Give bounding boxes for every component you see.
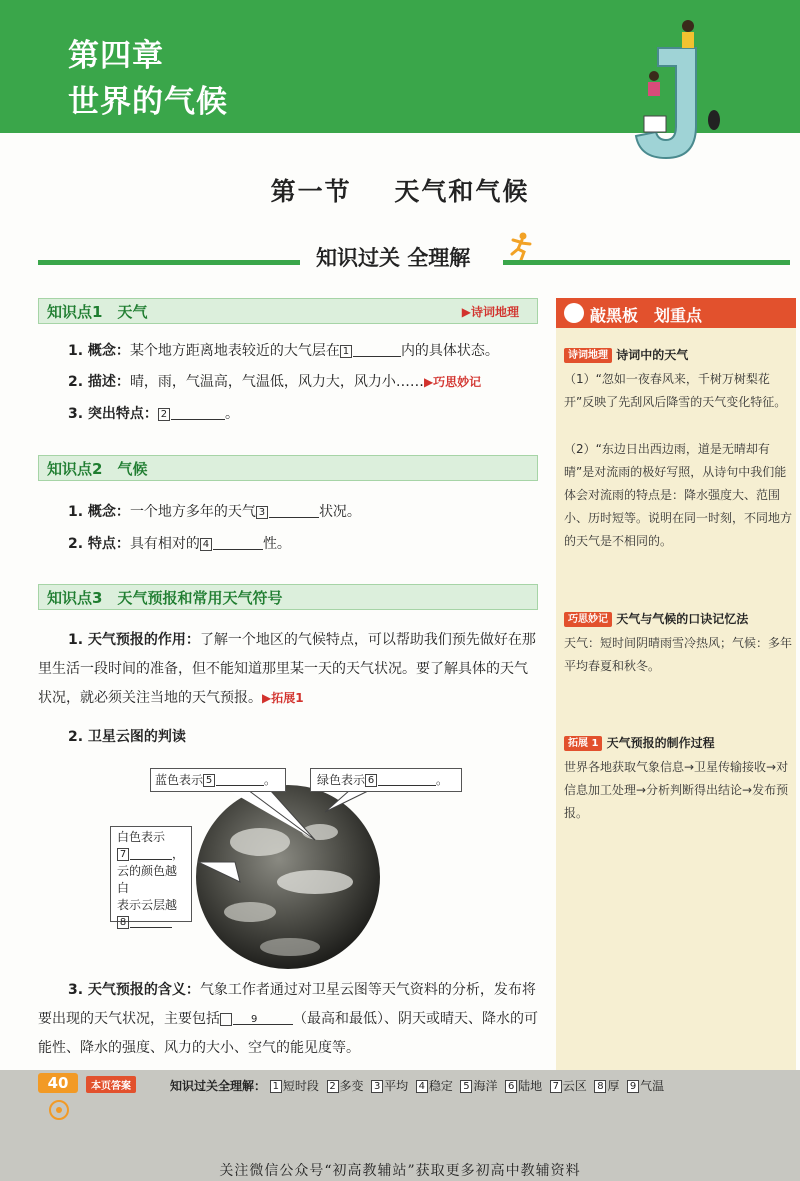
sidebar-block2-title: 巧思妙记 天气与气候的口诀记忆法 bbox=[564, 610, 748, 627]
sidebar-block1-title: 诗词地理 诗词中的天气 bbox=[564, 346, 688, 363]
callout-blue: 蓝色表示 5 。 bbox=[150, 768, 286, 792]
callout-white: 白色表示 7 ， 云的颜色越白 表示云层越 8 bbox=[110, 826, 192, 922]
section-title bbox=[0, 172, 800, 208]
kp1-item-2-ref[interactable]: ▶巧思妙记 bbox=[423, 375, 482, 389]
answer-item: 1 短时段 bbox=[270, 1079, 319, 1093]
blank-number: 1 bbox=[340, 345, 352, 358]
sidebar-key-points bbox=[556, 298, 796, 1070]
answers-line: 知识过关全理解： 1 短时段 2 多变 3 平均 4 稳定 5 海洋 6 陆地 7 云区 8 厚 9 气温 bbox=[170, 1079, 665, 1093]
answers-tag: 本页答案 bbox=[86, 1076, 136, 1093]
callout-green: 绿色表示 6 。 bbox=[310, 768, 462, 792]
kp1-item-1: 1. 概念：某个地方距离地表较近的大气层在 1 内的具体状态。 bbox=[68, 343, 499, 359]
page-number: 40 bbox=[38, 1073, 78, 1093]
blank-number: 9 bbox=[220, 1013, 232, 1026]
kp1-header bbox=[38, 298, 538, 324]
kp1-tag[interactable]: ▶诗词地理 bbox=[461, 305, 519, 319]
sidebar-block3-tag: 拓展 1 bbox=[564, 736, 602, 751]
answer-item: 8 厚 bbox=[594, 1079, 619, 1093]
sidebar-block2-tag: 巧思妙记 bbox=[564, 612, 612, 627]
answer-item: 7 云区 bbox=[550, 1079, 587, 1093]
kp3-label: 知识点3 天气预报和常用天气符号 bbox=[47, 589, 283, 607]
satellite-cloud-diagram bbox=[110, 762, 470, 972]
answer-blank[interactable] bbox=[130, 859, 172, 860]
sidebar-block1-p2: （2）“东边日出西边雨，道是无晴却有晴”是对流雨的极好写照，从诗句中我们能体会对流雨的特点是：降水强度大、范围小、历时短等。说明在同一时刻，不同地方的天气是不相同的。 bbox=[564, 442, 793, 548]
answer-blank[interactable] bbox=[233, 1024, 293, 1025]
section-name: 天气和气候 bbox=[394, 177, 530, 206]
kp2-item-2: 2. 特点：具有相对的 4 性。 bbox=[68, 536, 291, 552]
letter-j-illustration-icon bbox=[618, 8, 728, 163]
sidebar-block1-p1: （1）“忽如一夜春风来，千树万树梨花开”反映了先刮风后降雪的天气变化特征。 bbox=[564, 372, 787, 409]
answer-blank[interactable] bbox=[269, 517, 319, 518]
blank-number: 7 bbox=[117, 848, 129, 861]
answer-item: 6 陆地 bbox=[505, 1079, 542, 1093]
sidebar-block3-p1: 世界各地获取气象信息→卫星传输接收→对信息加工处理→分析判断得出结论→发布预报。 bbox=[564, 760, 789, 820]
kp3-subheading-satellite: 2. 卫星云图的判读 bbox=[68, 729, 186, 745]
blank-number: 8 bbox=[117, 916, 129, 929]
banner-text: 知识过关 全理解 bbox=[316, 246, 471, 270]
sidebar-header: 敲黑板 划重点 bbox=[556, 298, 796, 328]
answer-blank[interactable] bbox=[171, 419, 225, 420]
knowledge-banner bbox=[38, 228, 790, 272]
kp1-item-3: 3. 突出特点： 2 。 bbox=[68, 406, 239, 422]
kp3-paragraph-3: 3. 天气预报的含义：气象工作者通过对卫星云图等天气资料的分析，发布将要出现的天气状况，主要包括 9 （最高和最低）、阴天或晴天、降水的可能性、降水的强度、风力的大小、空气的能见度等。 bbox=[38, 982, 538, 1056]
sidebar-block1-tag: 诗词地理 bbox=[564, 348, 612, 363]
answer-item: 2 多变 bbox=[327, 1079, 364, 1093]
footer-note: 关注微信公众号“初高教辅站”获取更多初高中教辅资料 bbox=[219, 1163, 581, 1179]
answer-item: 5 海洋 bbox=[460, 1079, 497, 1093]
kp1-item-2: 2. 描述：晴，雨，气温高，气温低，风力大，风力小……▶巧思妙记 bbox=[68, 374, 482, 390]
blank-number: 4 bbox=[200, 538, 212, 551]
answer-item: 4 稳定 bbox=[416, 1079, 453, 1093]
answer-blank[interactable] bbox=[130, 927, 172, 928]
section-number: 第一节 bbox=[270, 177, 352, 206]
banner-line-left bbox=[38, 260, 300, 265]
runner-icon bbox=[508, 232, 534, 262]
answer-item: 3 平均 bbox=[371, 1079, 408, 1093]
chapter-title: 世界的气候 bbox=[68, 84, 228, 120]
kp3-paragraph-1: 1. 天气预报的作用：了解一个地区的气候特点，可以帮助我们预先做好在那里生活一段时间的准备，但不能知道那里某一天的天气状况。要了解具体的天气状况，就必须关注当地的天气预报。▶拓展1 bbox=[38, 632, 536, 706]
kp3-header bbox=[38, 584, 538, 610]
blank-number: 3 bbox=[256, 506, 268, 519]
kp2-header bbox=[38, 455, 538, 481]
sidebar-block2-p1: 天气：短时间阴晴雨雪冷热风；气候：多年平均春夏和秋冬。 bbox=[564, 636, 793, 673]
sidebar-block3-title: 拓展 1 天气预报的制作过程 bbox=[564, 734, 715, 751]
kp1-label: 知识点1 天气 bbox=[47, 303, 148, 321]
answer-blank[interactable] bbox=[378, 785, 436, 786]
blank-number: 5 bbox=[203, 774, 215, 787]
answer-blank[interactable] bbox=[353, 356, 401, 357]
banner-line-right bbox=[503, 260, 790, 265]
kp2-item-1: 1. 概念：一个地方多年的天气 3 状况。 bbox=[68, 504, 361, 520]
blank-number: 6 bbox=[365, 774, 377, 787]
blank-number: 2 bbox=[158, 408, 170, 421]
chapter-number: 第四章 bbox=[68, 38, 164, 74]
answer-blank[interactable] bbox=[216, 785, 264, 786]
answer-item: 9 气温 bbox=[627, 1079, 664, 1093]
kp2-label: 知识点2 气候 bbox=[47, 460, 148, 478]
kp3-paragraph-1-ref[interactable]: ▶拓展1 bbox=[262, 691, 304, 705]
page-decoration-icon bbox=[46, 1098, 72, 1122]
chalkboard-icon bbox=[564, 303, 584, 323]
answer-blank[interactable] bbox=[213, 549, 263, 550]
